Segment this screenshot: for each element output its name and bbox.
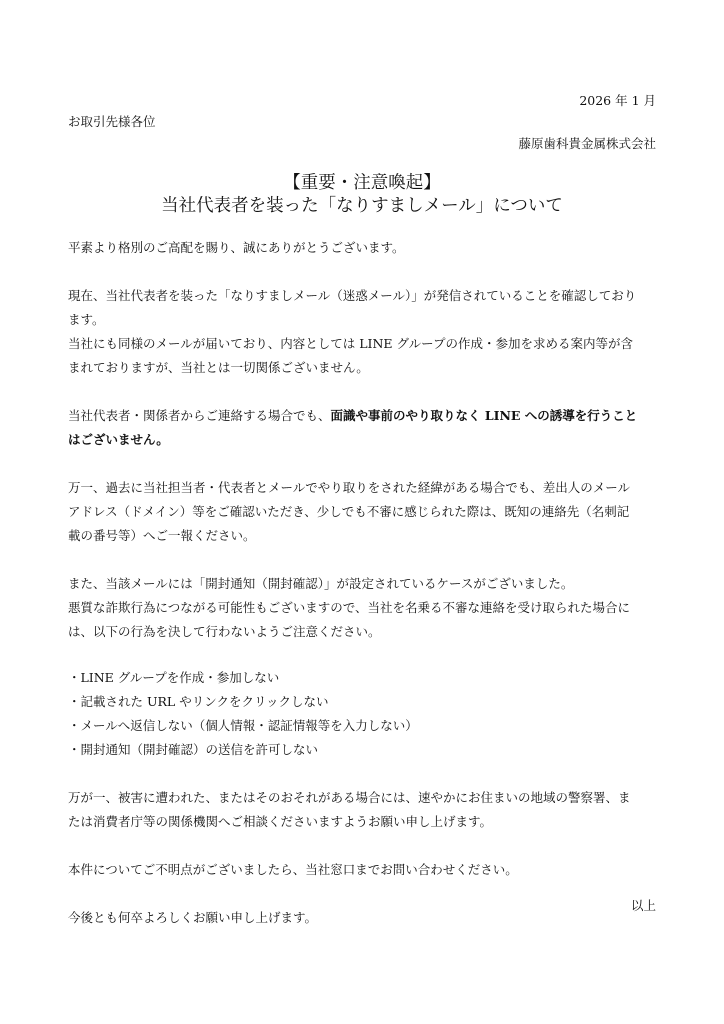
paragraph-line: 悪質な詐欺行為につながる可能性もございますので、当社を名乗る不審な連絡を受け取られた場合に xyxy=(68,600,631,615)
paragraph-line: 本件についてご不明点がございましたら、当社窓口までお問い合わせください。 xyxy=(68,862,518,877)
greeting-paragraph xyxy=(68,236,658,260)
paragraph-spoofing-notice xyxy=(68,284,658,380)
warning-prefix: 当社代表者・関係者からご連絡する場合でも、 xyxy=(68,408,331,423)
paragraph-line: 今後とも何卒よろしくお願い申し上げます。 xyxy=(68,910,318,925)
paragraph-regards xyxy=(68,906,658,930)
document-date: 2026 年 1 月 xyxy=(579,93,656,108)
paragraph-line: は、以下の行為を決して行わないようご注意ください。 xyxy=(68,624,381,639)
paragraph-line xyxy=(68,404,658,428)
list-item: ・開封通知（開封確認）の送信を許可しない xyxy=(68,742,319,757)
paragraph-damage-report xyxy=(68,786,658,834)
document-title xyxy=(0,172,724,218)
document-body xyxy=(68,236,658,954)
warning-emphasis: 面識や事前のやり取りなく LINE への誘導を行うこと xyxy=(330,408,638,423)
paragraph-verify-sender xyxy=(68,476,658,548)
paragraph-read-receipt xyxy=(68,572,658,644)
title-line-1: 【重要・注意喚起】 xyxy=(283,173,441,193)
paragraph-line: 万が一、被害に遭われた、またはそのおそれがある場合には、速やかにお住まいの地域の警察署、ま xyxy=(68,790,631,805)
paragraph-line-warning xyxy=(68,404,658,452)
paragraph-line: 載の番号等）へご一報ください。 xyxy=(68,528,256,543)
paragraph-line: ます。 xyxy=(68,312,105,327)
title-line-2: 当社代表者を装った「なりすましメール」について xyxy=(161,196,563,216)
paragraph-line: 当社にも同様のメールが届いており、内容としては LINE グループの作成・参加を求める案内等が含 xyxy=(68,336,633,351)
prohibited-actions-list xyxy=(68,666,658,762)
greeting-text: 平素より格別のご高配を賜り、誠にありがとうございます。 xyxy=(68,240,405,255)
paragraph-inquiry xyxy=(68,858,658,882)
paragraph-line: たは消費者庁等の関係機関へご相談くださいますようお願い申し上げます。 xyxy=(68,814,493,829)
paragraph-line: まれておりますが、当社とは一切関係ございません。 xyxy=(68,360,369,375)
closing-word: 以上 xyxy=(630,898,656,913)
list-item: ・メールへ返信しない（個人情報・認証情報等を入力しない） xyxy=(68,718,418,733)
list-item: ・LINE グループを作成・参加しない xyxy=(68,670,280,685)
recipient-line: お取引先様各位 xyxy=(68,114,156,129)
warning-emphasis-continued: はございません。 xyxy=(68,432,169,447)
paragraph-line: 現在、当社代表者を装った「なりすましメール（迷惑メール）」が発信されていることを確認しており xyxy=(68,288,637,303)
paragraph-line: 万一、過去に当社担当者・代表者とメールでやり取りをされた経緯がある場合でも、差出人のメール xyxy=(68,480,631,495)
paragraph-line: また、当該メールには「開封通知（開封確認）」が設定されているケースがございました。 xyxy=(68,576,574,591)
sender-company: 藤原歯科貴金属株式会社 xyxy=(518,136,656,151)
list-item: ・記載された URL やリンクをクリックしない xyxy=(68,694,329,709)
paragraph-line: アドレス（ドメイン）等をご確認いただき、少しでも不審に感じられた際は、既知の連絡先（名刺記 xyxy=(68,504,630,519)
